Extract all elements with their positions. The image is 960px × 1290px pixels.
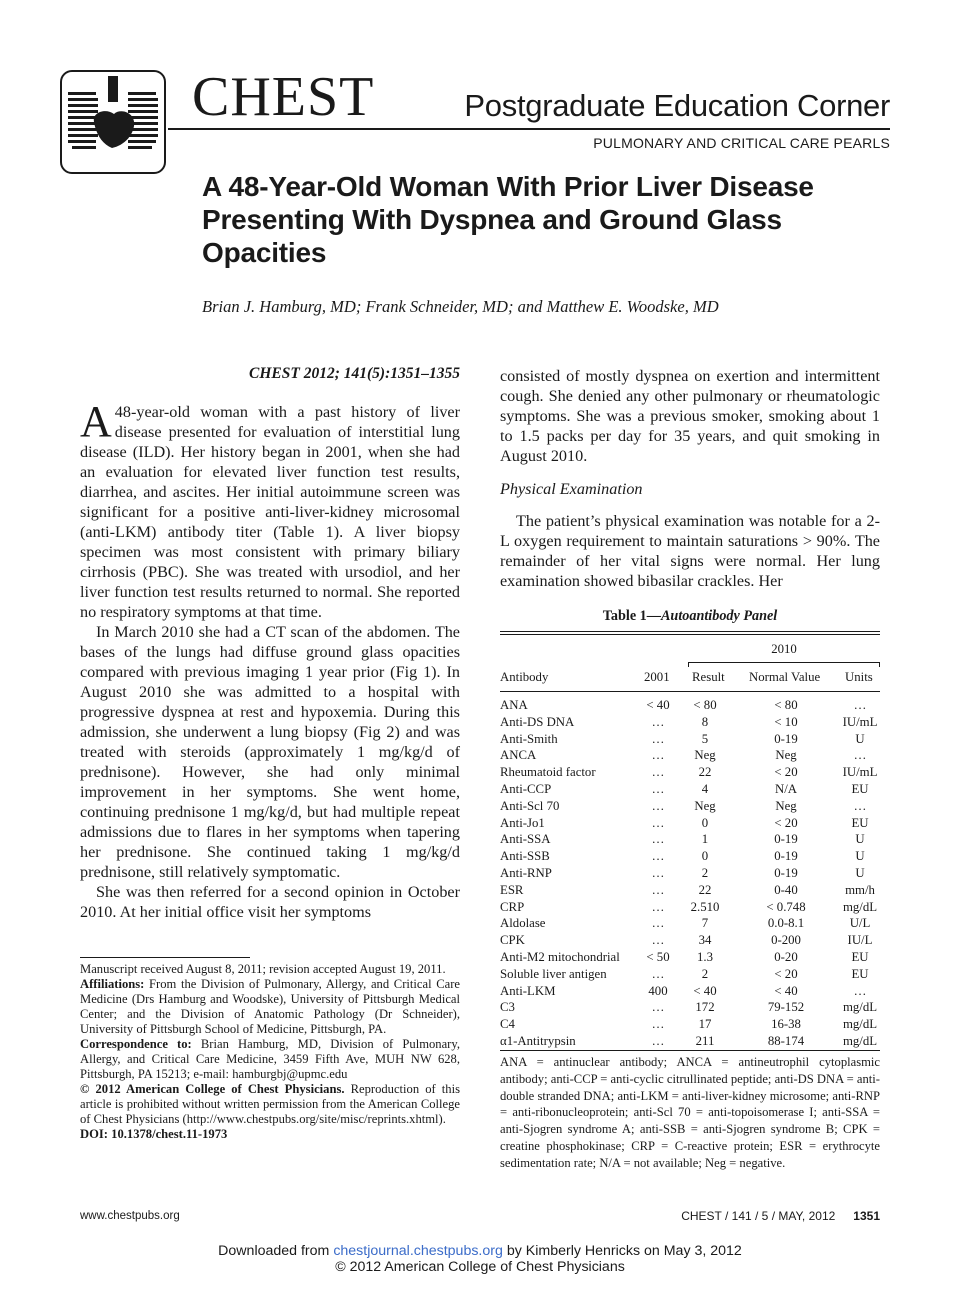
table-row <box>500 932 880 949</box>
table-rule <box>500 691 880 692</box>
table-cell: Anti-Scl 70 <box>500 798 560 813</box>
table-group-bracket <box>688 662 880 667</box>
lungs-heart-icon <box>62 72 164 172</box>
table-cell: 2.510 <box>690 899 720 914</box>
table-row <box>500 731 880 748</box>
section-subtitle: PULMONARY AND CRITICAL CARE PEARLS <box>593 135 890 151</box>
table-cell: 0-19 <box>774 849 798 864</box>
table-cell: Neg <box>694 748 716 763</box>
table-cell: … <box>651 832 665 847</box>
table-cell: Anti-CCP <box>500 781 552 796</box>
table-cell: Neg <box>775 748 797 763</box>
table-cell: mg/dL <box>842 1017 878 1032</box>
table-cell: 0-40 <box>774 882 798 897</box>
table-cell: Soluble liver antigen <box>500 966 607 981</box>
table-cell: 1.3 <box>697 949 713 964</box>
table-cell: mg/dL <box>842 1000 878 1015</box>
table-cell: N/A <box>774 781 798 796</box>
table-row <box>500 831 880 848</box>
table-cell: 172 <box>695 1000 715 1015</box>
table-cell: … <box>853 983 867 998</box>
journal-brand: CHEST <box>192 66 375 128</box>
article-title: A 48-Year-Old Woman With Prior Liver Disease Presenting With Dyspnea and Ground Glass Opacities <box>202 171 814 268</box>
table-cell: 0.0-8.1 <box>767 916 805 931</box>
table-row <box>500 815 880 832</box>
table-cell: … <box>651 748 665 763</box>
col-header-normal-value: Normal Value <box>749 670 821 684</box>
table-cell: 0-200 <box>771 933 801 948</box>
subsection-heading: Physical Examination <box>500 480 643 498</box>
table-rule <box>500 631 880 632</box>
table-cell: EU <box>851 781 869 796</box>
table-cell: IU/L <box>847 933 873 948</box>
header-rule <box>168 128 890 130</box>
table-cell: … <box>651 899 665 914</box>
table-cell: mm/h <box>845 882 875 897</box>
table-row <box>500 966 880 983</box>
table-cell: CPK <box>500 933 525 948</box>
citation: CHEST 2012; 141(5):1351–1355 <box>249 365 460 382</box>
table-cell: … <box>651 933 665 948</box>
table-cell: 79-152 <box>767 1000 805 1015</box>
table-row <box>500 983 880 1000</box>
table-cell: ESR <box>500 882 524 897</box>
table-cell: C3 <box>500 1000 515 1015</box>
table-cell: CRP <box>500 899 525 914</box>
table-row <box>500 781 880 798</box>
paragraph-5: The patient’s physical examination was notable for a 2-L oxygen requirement to maintain saturations > 90%. The remainder of her vital signs were normal. Her lung examination showed bibasilar crackles. Her <box>500 512 880 590</box>
table-cell: … <box>651 882 665 897</box>
table-cell: … <box>651 849 665 864</box>
notes-rule <box>80 957 250 958</box>
table-cell: 0-19 <box>774 731 798 746</box>
correspondence-note: Correspondence to: Brian Hamburg, MD, Division of Pulmonary, Allergy, and Critical Care Medicine, 3459 Fifth Ave, MUH NW 628, Pittsburgh, PA 15213; e-mail: hamburgbj@upmc.edu <box>80 1037 460 1081</box>
table-cell: … <box>651 1000 665 1015</box>
table-cell: 0-19 <box>774 865 798 880</box>
table-cell: Anti-Jo1 <box>500 815 545 830</box>
table-cell: 0 <box>701 815 709 830</box>
table-cell: U <box>855 832 865 847</box>
table-row <box>500 899 880 916</box>
journal-link[interactable]: chestjournal.chestpubs.org <box>333 1243 503 1259</box>
footer-website: www.chestpubs.org <box>80 1210 180 1222</box>
table-cell: C4 <box>500 1017 515 1032</box>
col-header-result: Result <box>692 670 725 684</box>
download-line: Downloaded from chestjournal.chestpubs.org by Kimberly Henricks on May 3, 2012 <box>218 1243 742 1259</box>
copyright-line: © 2012 American College of Chest Physicians <box>335 1259 625 1275</box>
table-cell: Anti-Smith <box>500 731 558 746</box>
table-cell: U/L <box>849 916 871 931</box>
table-cell: Neg <box>694 798 716 813</box>
table-cell: ANA <box>500 698 528 712</box>
table-cell: ANCA <box>500 748 537 763</box>
authors: Brian J. Hamburg, MD; Frank Schneider, MD; and Matthew E. Woodske, MD <box>202 297 719 316</box>
table-cell: 17 <box>698 1017 712 1032</box>
table-body <box>500 697 880 1050</box>
table-row <box>500 747 880 764</box>
table-row <box>500 798 880 815</box>
table-cell: 16-38 <box>771 1017 801 1032</box>
table-cell: … <box>651 714 665 729</box>
table-row <box>500 865 880 882</box>
page-number: 1351 <box>853 1209 880 1223</box>
table-cell: 0 <box>701 849 709 864</box>
table-cell: 4 <box>701 781 709 796</box>
received-note: Manuscript received August 8, 2011; revision accepted August 19, 2011. <box>80 962 446 976</box>
section-title: Postgraduate Education Corner <box>464 88 890 123</box>
table-cell: < 20 <box>774 765 798 780</box>
table-cell: 5 <box>701 731 709 746</box>
paragraph-1: A 48-year-old woman with a past history of liver disease presented for evaluation of interstitial lung disease (ILD). Her history began in 2001, when she had an evaluation for elevated liver function test results, diarrhea, and ascites. Her initial autoimmune screen was significant for a positive anti-liver-kidney microsomal (anti-LKM) antibody titer (Table 1). A liver biopsy specimen was most consistent with primary biliary cirrhosis (PBC). She was treated with ursodiol, and her liver function test results returned to normal. She reported no respiratory symptoms at that time. <box>80 397 460 621</box>
table-cell: < 40 <box>646 698 670 712</box>
table-row <box>500 999 880 1016</box>
table-row <box>500 764 880 781</box>
left-column <box>80 364 460 922</box>
table-cell: … <box>651 865 665 880</box>
table-rule <box>500 634 880 635</box>
table-row <box>500 1016 880 1033</box>
table-cell: < 80 <box>693 698 717 712</box>
table-cell: … <box>853 748 867 763</box>
footer-journal-info: CHEST / 141 / 5 / MAY, 2012 1351 <box>681 1209 880 1223</box>
table-cell: Anti-SSA <box>500 832 551 847</box>
table-cell: IU/mL <box>842 714 878 729</box>
table-row <box>500 949 880 966</box>
table-cell: … <box>651 798 665 813</box>
table-cell: 400 <box>648 983 668 998</box>
table-row <box>500 848 880 865</box>
table-cell: 34 <box>698 933 712 948</box>
table-row <box>500 882 880 899</box>
table-cell: Neg <box>775 798 797 813</box>
table-cell: 211 <box>695 1033 715 1048</box>
paragraph-3: She was then referred for a second opinion in October 2010. At her initial office visit her symptoms <box>80 883 460 921</box>
affiliations-note: Affiliations: From the Division of Pulmonary, Allergy, and Critical Care Medicine (Drs Hamburg and Woodske), University of Pittsburgh Medical Center; and the Division of Anatomic Pathology (Dr Schneider), University of Pittsburgh School of Medicine, Pittsburgh, PA. <box>80 977 460 1036</box>
table-cell: < 0.748 <box>766 899 806 914</box>
table-cell: … <box>853 798 867 813</box>
table-rule <box>500 1050 880 1051</box>
table-cell: U <box>855 731 865 746</box>
table-cell: 7 <box>701 916 709 931</box>
table-cell: U <box>855 865 865 880</box>
table-cell: < 40 <box>774 983 798 998</box>
table-cell: 22 <box>698 882 712 897</box>
table-cell: Anti-M2 mitochondrial <box>500 949 620 964</box>
table-cell: < 20 <box>774 815 798 830</box>
table-cell: 2 <box>701 966 709 981</box>
table-cell: < 10 <box>774 714 798 729</box>
right-column <box>500 366 880 591</box>
table-cell: IU/mL <box>842 765 878 780</box>
table-cell: Aldolase <box>500 916 546 931</box>
table-cell: 0-20 <box>774 949 798 964</box>
table-row <box>500 714 880 731</box>
table-footnote: ANA = antinuclear antibody; ANCA = antineutrophil cytoplasmic antibody; anti-CCP = anti-cyclic citrullinated peptide; anti-DS DNA = anti-double stranded DNA; anti-LKM = anti-liver-kidney microsome; anti-RNP = anti-ribonucleoprotein; anti-Scl 70 = anti-topoisomerase I; anti-SSA = anti-Sjogren syndrome A; anti-SSB = anti-Sjogren syndrome B; CPK = creatine phosphokinase; CRP = C-reactive protein; ESR = erythrocyte sedimentation rate; N/A = not available; Neg = negative. <box>500 1055 880 1170</box>
table-cell: EU <box>851 966 869 981</box>
paragraph-2: In March 2010 she had a CT scan of the abdomen. The bases of the lungs had diffuse ground glass opacities compared with previous imaging 1 year prior (Fig 1). In August 2010 she was admitted to a hospital with progressive dyspnea at rest and hypoxemia. During this admission, she underwent a lung biopsy (Fig 2) and was treated with steroids (approximately 1 mg/kg/d of prednisone). However, she had only minimal improvement in her symptoms. She went home, continuing prednisone 1 mg/kg/d, but had multiple repeat admissions due to flares in her symptoms when tapering her prednisone. She continued taking 1 mg/kg/d prednisone, still relatively symptomatic. <box>80 623 460 881</box>
table-row <box>500 1033 880 1050</box>
table-cell: Anti-LKM <box>500 983 556 998</box>
table-cell: U <box>855 849 865 864</box>
table-cell: 88-174 <box>767 1033 805 1048</box>
col-header-units: Units <box>845 670 873 684</box>
col-header-antibody: Antibody <box>500 670 549 684</box>
copyright-note: © 2012 American College of Chest Physicians. Reproduction of this article is prohibited without written permission from the American College of Chest Physicians (http://www.chestpubs.org/site/misc/reprints.xhtml). <box>80 1082 460 1126</box>
table-cell: … <box>651 916 665 931</box>
table-cell: < 50 <box>646 949 670 964</box>
paragraph-4: consisted of mostly dyspnea on exertion and intermittent cough. She denied any other pulmonary or rheumatologic symptoms. She was a previous smoker, smoking about 1 to 1.5 packs per day for 35 years, and quit smoking in August 2010. <box>500 367 880 465</box>
chest-logo <box>60 70 166 174</box>
drop-cap: A <box>80 397 112 446</box>
table-cell: 22 <box>698 765 712 780</box>
table-cell: EU <box>851 815 869 830</box>
table-cell: mg/dL <box>842 899 878 914</box>
table-cell: Anti-RNP <box>500 865 552 880</box>
table-cell: 0-19 <box>774 832 798 847</box>
table-cell: Anti-SSB <box>500 849 550 864</box>
table-row <box>500 697 880 714</box>
table-cell: … <box>651 731 665 746</box>
table-cell: … <box>651 1033 665 1048</box>
table-cell: … <box>651 781 665 796</box>
doi-note: DOI: 10.1378/chest.11-1973 <box>80 1127 228 1141</box>
table-caption: Table 1—Autoantibody Panel <box>602 608 778 624</box>
table-cell: < 20 <box>774 966 798 981</box>
table-cell: … <box>651 815 665 830</box>
article-notes <box>80 962 460 1142</box>
table-cell: … <box>651 966 665 981</box>
table-group-header: 2010 <box>771 642 797 656</box>
table-cell: Rheumatoid factor <box>500 765 596 780</box>
table-row <box>500 915 880 932</box>
table-cell: mg/dL <box>842 1033 878 1048</box>
table-cell: α1-Antitrypsin <box>500 1033 576 1048</box>
table-cell: < 80 <box>774 698 798 712</box>
table-cell: 1 <box>701 832 709 847</box>
table-cell: … <box>651 1017 665 1032</box>
table-cell: … <box>651 765 665 780</box>
table-cell: 8 <box>701 714 709 729</box>
table-cell: EU <box>851 949 869 964</box>
table-cell: Anti-DS DNA <box>500 714 575 729</box>
table-cell: < 40 <box>693 983 717 998</box>
table-cell: 2 <box>701 865 709 880</box>
col-header-2001: 2001 <box>644 670 670 684</box>
table-cell: … <box>853 698 867 712</box>
